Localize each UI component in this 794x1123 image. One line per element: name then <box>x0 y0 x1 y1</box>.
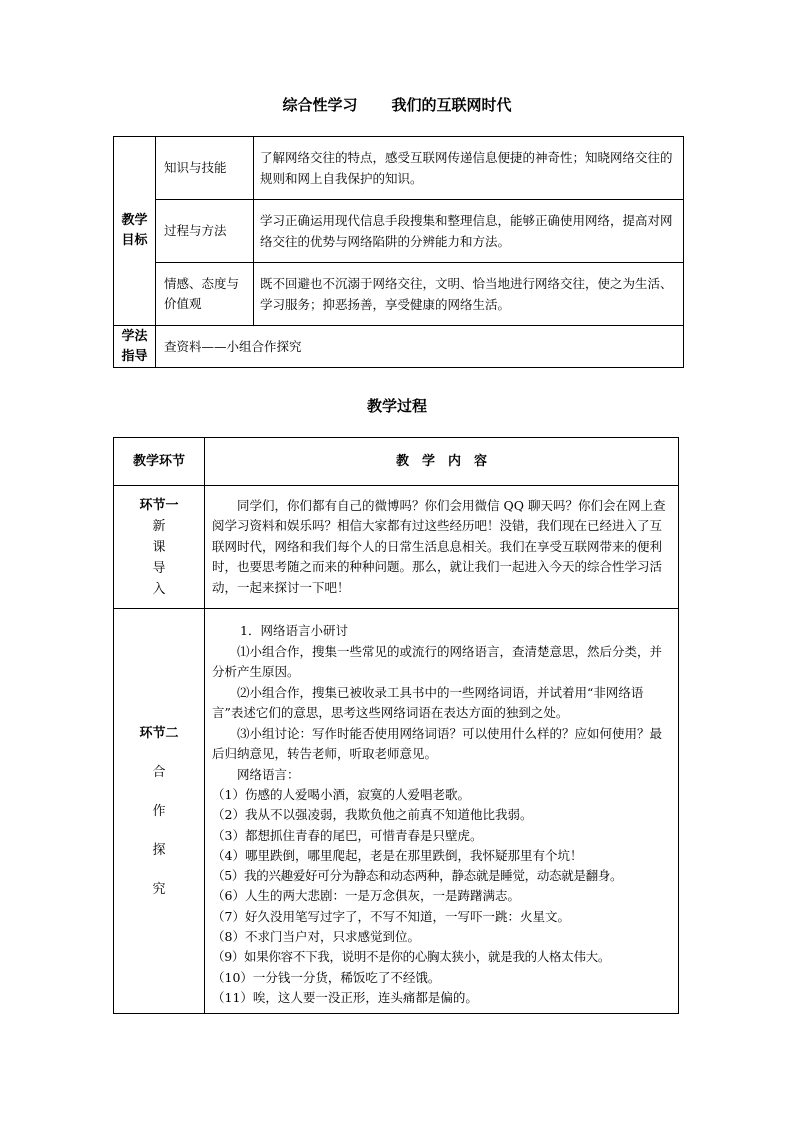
stage-char: 课 <box>152 539 166 555</box>
objective-label <box>156 263 254 326</box>
activity-heading: 1．网络语言小研讨 <box>240 623 348 638</box>
list-item: （11）唉，这人要一没正形，连头痛都是偏的。 <box>212 989 478 1005</box>
stage-char: 究 <box>152 881 166 897</box>
objective-label: 过程与方法 <box>156 200 254 263</box>
objective-text: 了解网络交往的特点，感受互联网传递信息便捷的神奇性；知晓网络交往的规则和网上自我保护的知识。 <box>254 137 684 200</box>
stage-content: 同学们，你们都有自己的微博吗？你们会用微信 QQ 聊天吗？你们会在网上查阅学习资料和娱乐吗？相信大家都有过这些经历吧！没错，我们现在已经进入了互联网时代，网络和我们每个人的日常生活息息相关。我们在享受互联网带来的便利时，也要思考随之而来的种种问题。那么，就让我们一起进入今天的综合性学习活动，一起来探讨一下吧！ <box>205 486 679 609</box>
list-item: （4）哪里跌倒，哪里爬起，老是在那里跌倒，我怀疑那里有个坑！ <box>212 847 583 863</box>
method-row <box>114 326 684 368</box>
list-item: （5）我的兴趣爱好可分为静态和动态两种，静态就是睡觉，动态就是翻身。 <box>212 868 623 884</box>
objective-row <box>114 200 684 263</box>
stage-char: 作 <box>152 803 166 819</box>
stage-label <box>114 609 205 1014</box>
stage-row <box>114 486 679 609</box>
objectives-group-label: 教学目标 <box>121 213 148 248</box>
list-item: （1）伤感的人爱喝小酒，寂寞的人爱唱老歌。 <box>212 787 470 802</box>
objective-label: 知识与技能 <box>156 137 254 200</box>
objective-row <box>114 137 684 200</box>
objective-text: 学习正确运用现代信息手段搜集和整理信息，能够正确使用网络，提高对网络交往的优势与网络陷阱的分辨能力和方法。 <box>254 200 684 263</box>
objective-text: 既不回避也不沉溺于网络交往，文明、恰当地进行网络交往，使之为生活、学习服务；抑恶扬善，享受健康的网络生活。 <box>254 263 684 326</box>
list-item: （6）人生的两大悲剧：一是万念俱灰，一是踌躇满志。 <box>212 888 520 904</box>
list-item: （10）一分钱一分货，稀饭吃了不经饿。 <box>212 969 441 985</box>
list-item: （7）好久没用笔写过字了，不写不知道，一写吓一跳：火星文。 <box>212 908 570 924</box>
stage-char: 导 <box>152 560 166 576</box>
process-header-row <box>114 438 679 486</box>
method-label-cell <box>114 326 156 368</box>
list-item: （9）如果你容不下我，说明不是你的心胸太狭小，就是我的人格太伟大。 <box>212 949 611 965</box>
section-title: 教学过程 <box>366 397 427 415</box>
page-title <box>0 94 794 115</box>
method-text: 查资料——小组合作探究 <box>156 326 684 368</box>
stage-char: 新 <box>152 518 166 534</box>
stage-char: 入 <box>152 581 166 597</box>
stage-row <box>114 609 679 1014</box>
stage-name: 环节一 <box>139 497 179 513</box>
objectives-table <box>113 136 684 368</box>
objectives-group-label-cell <box>114 137 156 326</box>
stage-column-header: 教学环节 <box>114 438 205 486</box>
objective-label-text: 情感、态度与价值观 <box>164 276 240 311</box>
list-item: （2）我从不以强凌弱，我欺负他之前真不知道他比我弱。 <box>212 807 533 823</box>
stage-char: 合 <box>152 764 166 780</box>
list-title: 网络语言： <box>237 766 300 782</box>
activity-task: ⑴小组合作，搜集一些常见的或流行的网络语言，查清楚意思，然后分类，并分析产生原因。 <box>212 643 663 679</box>
list-item: （3）都想抓住青春的尾巴，可惜青春是只壁虎。 <box>212 827 483 843</box>
activity-task: ⑶小组讨论：写作时能否使用网络词语？可以使用什么样的？应如何使用？最后归纳意见，转告老师，听取老师意见。 <box>212 725 663 761</box>
objective-row <box>114 263 684 326</box>
process-table <box>113 437 679 1014</box>
title-part-2: 我们的互联网时代 <box>391 96 512 114</box>
content-column-header: 教 学 内 容 <box>205 438 679 486</box>
stage-char: 探 <box>152 842 166 858</box>
stage-content <box>205 609 679 1014</box>
list-item: （8）不求门当户对，只求感觉到位。 <box>212 929 420 945</box>
title-part-1: 综合性学习 <box>282 96 358 114</box>
activity-task: ⑵小组合作，搜集已被收录工具书中的一些网络词语，并试着用“非网络语言”表述它们的意思，思考这些网络词语在表达方面的独到之处。 <box>212 684 644 720</box>
stage-label <box>114 486 205 609</box>
method-label: 学法指导 <box>121 328 148 364</box>
stage-name: 环节二 <box>139 725 179 741</box>
